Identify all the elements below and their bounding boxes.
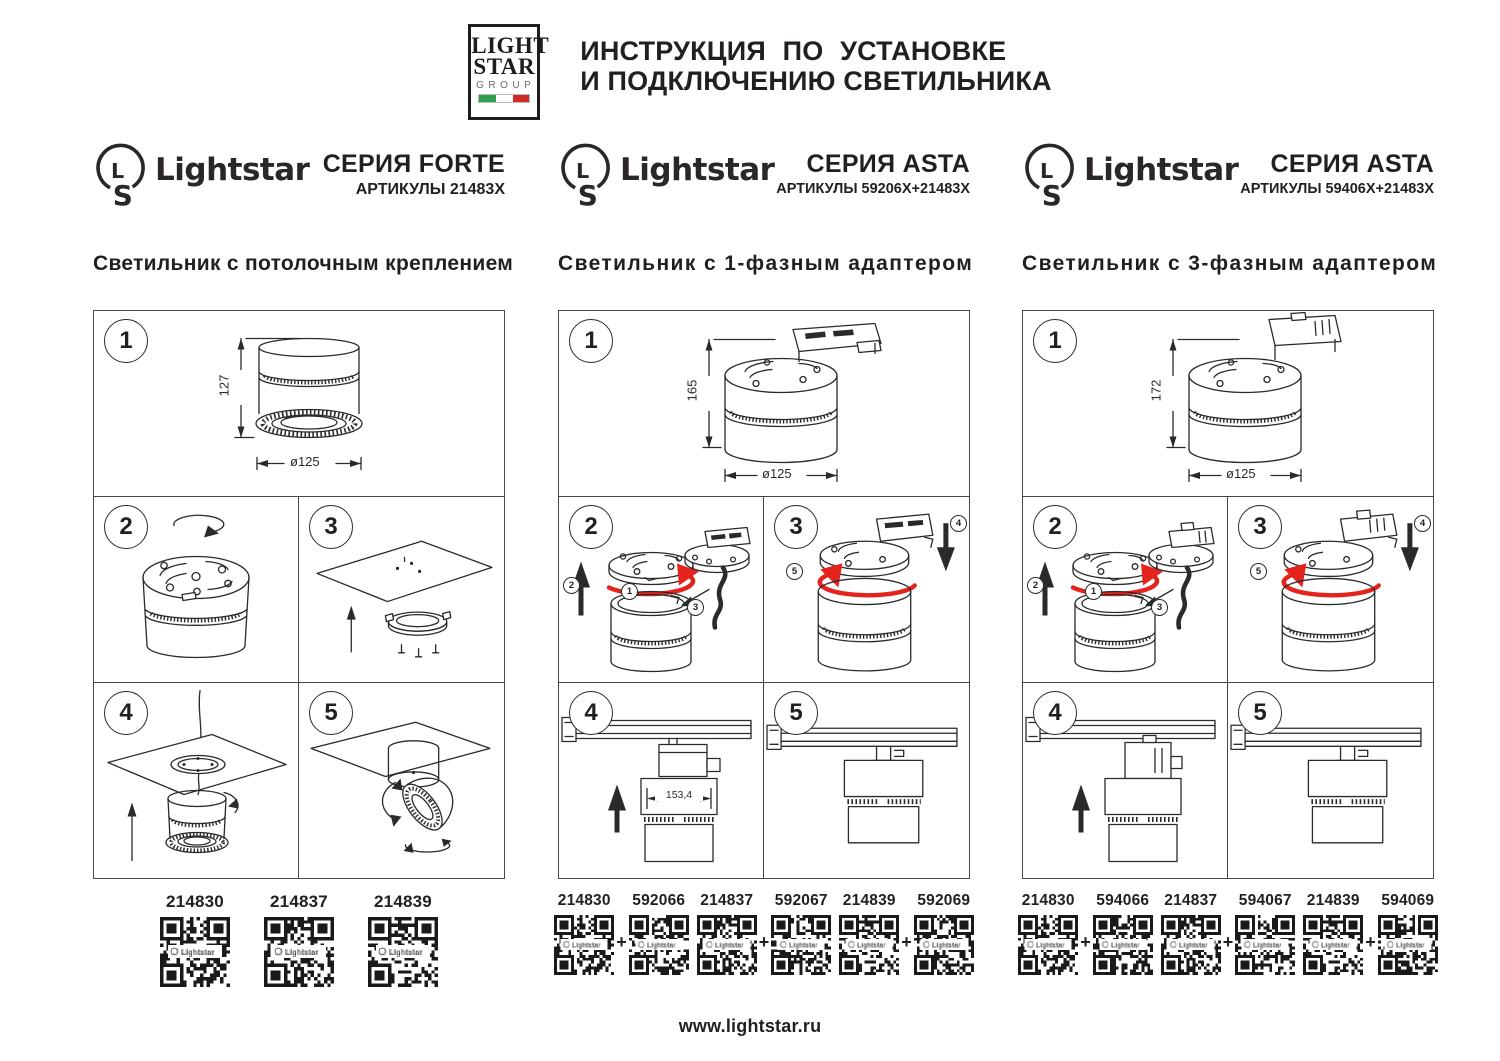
qr-pair-group <box>1161 892 1296 975</box>
qr-code <box>1378 915 1438 975</box>
qr-item <box>697 892 757 975</box>
svg-text:S: S <box>577 178 598 212</box>
step-1-cell <box>94 311 504 497</box>
step-1-badge: 1 <box>104 319 148 363</box>
qr-code <box>368 917 438 987</box>
step-3-badge: 3 <box>1238 505 1282 549</box>
flag-red <box>513 95 530 102</box>
article-code-label: 214830 <box>557 892 611 909</box>
article-code-label: 214837 <box>270 892 328 911</box>
marker-3: 3 <box>1151 599 1168 616</box>
article-code-label: 214839 <box>842 892 896 909</box>
lightstar-group-logo <box>468 24 550 120</box>
page-title <box>580 24 1051 96</box>
qr-code <box>264 917 334 987</box>
step-3-cell <box>1228 497 1433 683</box>
article-code-label: 214837 <box>700 892 754 909</box>
plus-sign: + <box>901 932 912 952</box>
qr-item <box>1235 892 1295 975</box>
marker-5: 5 <box>1250 563 1267 580</box>
series-block <box>323 150 505 199</box>
steps-grid <box>93 310 505 879</box>
qr-code <box>554 915 614 975</box>
marker-4: 4 <box>1414 515 1431 532</box>
website-url: www.lightstar.ru <box>678 1016 822 1036</box>
qr-item <box>771 892 831 975</box>
step-2-badge: 2 <box>104 505 148 549</box>
step-4-cell <box>559 683 764 878</box>
article-code-label: 214830 <box>1021 892 1075 909</box>
svg-text:S: S <box>1041 178 1062 212</box>
articles-label: АРТИКУЛЫ 59206X+21483X <box>776 181 970 197</box>
article-code-label: 592066 <box>632 892 686 909</box>
qr-item <box>368 892 438 987</box>
height-dimension-label: 127 <box>216 374 232 397</box>
step-4-badge: 4 <box>104 691 148 735</box>
step-3-badge: 3 <box>309 505 353 549</box>
lightstar-wordmark: Lightstar <box>1084 152 1239 188</box>
diameter-dimension-label: ø125 <box>762 466 792 481</box>
lightstar-bulb-icon <box>558 140 612 219</box>
column-series-asta-1ph <box>557 140 974 1045</box>
qr-item <box>1303 892 1363 975</box>
page-header <box>0 24 1500 120</box>
svg-text:L: L <box>1040 158 1054 183</box>
italian-flag-stripe <box>478 94 530 103</box>
plus-sign: + <box>1080 932 1091 952</box>
article-code-label: 594069 <box>1381 892 1435 909</box>
qr-pair-group <box>554 892 689 975</box>
diameter-dimension-label: ø125 <box>290 454 320 469</box>
step-5-badge: 5 <box>1238 691 1282 735</box>
lightstar-wordmark: Lightstar <box>155 152 310 188</box>
column-series-asta-3ph <box>1021 140 1438 1045</box>
step-3-cell <box>299 497 504 683</box>
qr-item <box>1161 892 1221 975</box>
plus-sign: + <box>1222 932 1234 952</box>
plus-sign: + <box>1365 932 1376 952</box>
article-code-label: 592067 <box>774 892 828 909</box>
qr-item <box>1093 892 1153 975</box>
lightstar-bulb-icon <box>1022 140 1076 219</box>
qr-code <box>771 915 831 975</box>
article-code-label: 592069 <box>917 892 971 909</box>
series-block <box>1240 150 1434 197</box>
qr-code <box>1093 915 1153 975</box>
qr-item <box>629 892 689 975</box>
series-title: СЕРИЯ FORTE <box>322 150 505 178</box>
marker-2: 2 <box>1027 577 1044 594</box>
qr-code <box>1018 915 1078 975</box>
qr-pair-group <box>697 892 832 975</box>
flag-white <box>496 95 513 102</box>
step-2-cell <box>559 497 764 683</box>
brand-header <box>1022 140 1434 226</box>
article-code-label: 214839 <box>1306 892 1360 909</box>
series-title: СЕРИЯ ASTA <box>806 150 970 178</box>
article-code-label: 214839 <box>374 892 432 911</box>
plus-sign: + <box>616 932 627 952</box>
step-2-cell <box>94 497 299 683</box>
qr-item <box>914 892 974 975</box>
qr-code <box>1303 915 1363 975</box>
step-4-badge: 4 <box>569 691 613 735</box>
step-1-cell <box>1023 311 1433 497</box>
svg-text:L: L <box>576 158 590 183</box>
marker-2: 2 <box>563 577 580 594</box>
qr-item <box>160 892 230 987</box>
articles-label: АРТИКУЛЫ 59406X+21483X <box>1240 181 1434 197</box>
qr-item <box>554 892 614 975</box>
qr-code <box>1235 915 1295 975</box>
logo-line2: STAR <box>473 54 536 80</box>
column-subtitle: Светильник с 1-фазным адаптером <box>558 252 974 275</box>
step-3-badge: 3 <box>774 505 818 549</box>
step-5-badge: 5 <box>774 691 818 735</box>
step-5-badge: 5 <box>309 691 353 735</box>
adapter-width-dimension-label: 153,4 <box>655 789 703 801</box>
step-1-cell <box>559 311 969 497</box>
qr-item <box>1018 892 1078 975</box>
brand-header <box>93 140 505 226</box>
qr-code <box>697 915 757 975</box>
qr-code-row <box>1022 892 1434 975</box>
qr-code-row <box>558 892 970 975</box>
qr-code <box>160 917 230 987</box>
flag-green <box>479 95 496 102</box>
qr-item <box>839 892 899 975</box>
step-4-badge: 4 <box>1033 691 1077 735</box>
qr-code <box>839 915 899 975</box>
column-subtitle: Светильник с потолочным креплением <box>93 252 514 275</box>
qr-pair-group <box>1018 892 1153 975</box>
marker-3: 3 <box>687 599 704 616</box>
step-5-cell <box>764 683 969 878</box>
qr-code-row <box>93 892 505 987</box>
height-dimension-label: 165 <box>684 379 700 402</box>
step-5-cell <box>1228 683 1433 878</box>
article-code-label: 214837 <box>1164 892 1218 909</box>
height-dimension-label: 172 <box>1148 379 1164 402</box>
step-3-cell <box>764 497 969 683</box>
logo-line1: LIGHT <box>471 33 550 58</box>
plus-sign: + <box>758 932 770 952</box>
brand-header <box>558 140 970 226</box>
step-4-cell <box>94 683 299 878</box>
column-subtitle: Светильник с 3-фазным адаптером <box>1022 252 1438 275</box>
lightstar-wordmark: Lightstar <box>620 152 775 188</box>
marker-4: 4 <box>950 515 967 532</box>
marker-5: 5 <box>786 563 803 580</box>
logo-line3: GROUP <box>476 80 536 92</box>
series-block <box>776 150 970 197</box>
column-series-forte <box>93 140 514 1045</box>
qr-item <box>1378 892 1438 975</box>
title-line1: ИНСТРУКЦИЯ ПО УСТАНОВКЕ <box>580 36 1007 66</box>
step-2-cell <box>1023 497 1228 683</box>
qr-pair-group <box>839 892 974 975</box>
step-1-badge: 1 <box>1033 319 1077 363</box>
diameter-dimension-label: ø125 <box>1226 466 1256 481</box>
qr-code <box>914 915 974 975</box>
svg-text:S: S <box>112 178 133 212</box>
article-code-label: 594067 <box>1238 892 1292 909</box>
step-2-badge: 2 <box>569 505 613 549</box>
qr-code <box>1161 915 1221 975</box>
steps-grid <box>558 310 970 879</box>
qr-item <box>264 892 334 987</box>
step-2-badge: 2 <box>1033 505 1077 549</box>
articles-label: АРТИКУЛЫ 21483X <box>355 181 505 198</box>
svg-text:L: L <box>111 158 125 183</box>
series-title: СЕРИЯ ASTA <box>1270 150 1434 178</box>
step-5-cell <box>299 683 504 878</box>
lightstar-bulb-icon <box>93 140 147 219</box>
title-line2: И ПОДКЛЮЧЕНИЮ СВЕТИЛЬНИКА <box>580 66 1052 97</box>
qr-pair-group <box>1303 892 1438 975</box>
marker-1: 1 <box>1085 583 1102 600</box>
step-4-cell <box>1023 683 1228 878</box>
article-code-label: 214830 <box>166 892 224 911</box>
article-code-label: 594066 <box>1096 892 1150 909</box>
marker-1: 1 <box>621 583 638 600</box>
steps-grid <box>1022 310 1434 879</box>
qr-code <box>629 915 689 975</box>
step-1-badge: 1 <box>569 319 613 363</box>
